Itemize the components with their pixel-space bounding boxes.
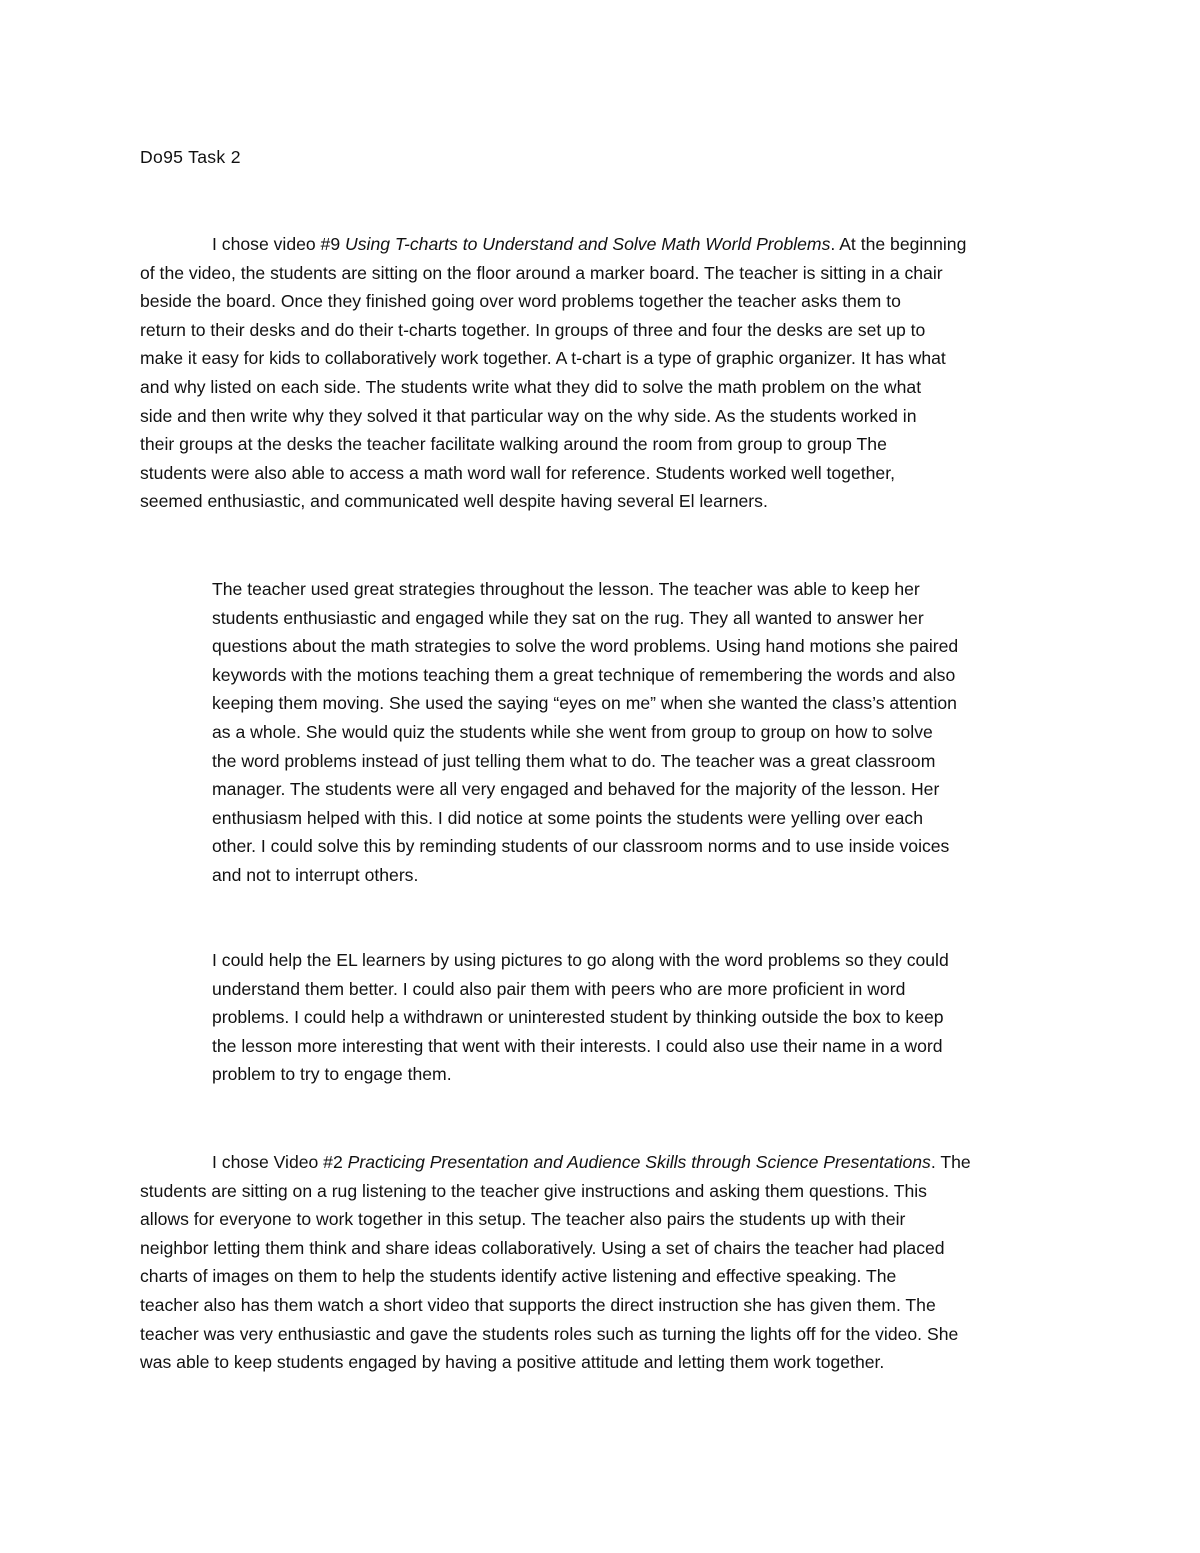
- paragraph-video-2-description: [140, 1148, 971, 1377]
- paragraph-line: understand them better. I could also pair them with peers who are more proficient in word: [212, 978, 906, 999]
- paragraph-line: The teacher used great strategies throughout the lesson. The teacher was able to keep her: [212, 579, 920, 599]
- paragraph-line: and why listed on each side. The students write what they did to solve the math problem on the what: [140, 376, 922, 397]
- paragraph-line: manager. The students were all very engaged and behaved for the majority of the lesson. Her: [212, 779, 940, 800]
- paragraph-line: of the video, the students are sitting on the floor around a marker board. The teacher is sitting in a chair: [140, 262, 943, 283]
- paragraph-line: I could help the EL learners by using pictures to go along with the word problems so they could: [212, 950, 949, 970]
- text-run: . At the beginning: [830, 234, 967, 254]
- video-title-italic: Practicing Presentation and Audience Skills through Science Presentations: [347, 1152, 931, 1172]
- paragraph-line: as a whole. She would quiz the students while she went from group to group on how to solve: [212, 721, 933, 742]
- paragraph-line: beside the board. Once they finished going over word problems together the teacher asks them to: [140, 291, 901, 312]
- paragraph-line: keywords with the motions teaching them a great technique of remembering the words and also: [212, 664, 956, 685]
- paragraph-line: side and then write why they solved it that particular way on the why side. As the students worked in: [140, 405, 917, 426]
- paragraph-line: students enthusiastic and engaged while they sat on the rug. They all wanted to answer her: [212, 607, 924, 628]
- paragraph-line: [140, 1148, 971, 1177]
- paragraph-line: make it easy for kids to collaboratively work together. A t-chart is a type of graphic organizer. It has what: [140, 348, 946, 369]
- paragraph-line: the word problems instead of just telling them what to do. The teacher was a great classroom: [212, 750, 936, 771]
- paragraph-line: enthusiasm helped with this. I did notice at some points the students were yelling over each: [212, 807, 923, 828]
- document-title: Do95 Task 2: [140, 147, 241, 167]
- paragraph-line: students are sitting on a rug listening to the teacher give instructions and asking them questions. This: [140, 1180, 927, 1201]
- paragraph-line: problems. I could help a withdrawn or uninterested student by thinking outside the box to keep: [212, 1007, 944, 1028]
- paragraph-line: neighbor letting them think and share ideas collaboratively. Using a set of chairs the teacher had placed: [140, 1237, 945, 1258]
- paragraph-line: students were also able to access a math word wall for reference. Students worked well together,: [140, 462, 895, 483]
- video-title-italic: Using T-charts to Understand and Solve Math World Problems: [345, 234, 831, 254]
- paragraph-line: questions about the math strategies to solve the word problems. Using hand motions she paired: [212, 636, 959, 657]
- paragraph-line: teacher was very enthusiastic and gave the students roles such as turning the lights off for the video. She: [140, 1323, 959, 1344]
- paragraph-line: other. I could solve this by reminding students of our classroom norms and to use inside voices: [212, 836, 950, 857]
- paragraph-line: teacher also has them watch a short video that supports the direct instruction she has given them. The: [140, 1294, 936, 1315]
- paragraph-line: keeping them moving. She used the saying “eyes on me” when she wanted the class’s attention: [212, 693, 957, 714]
- paragraph-line: charts of images on them to help the students identify active listening and effective speaking. The: [140, 1266, 897, 1287]
- paragraph-line: [140, 230, 966, 259]
- paragraph-line: return to their desks and do their t-charts together. In groups of three and four the desks are set up to: [140, 319, 926, 340]
- paragraph-line: seemed enthusiastic, and communicated well despite having several El learners.: [140, 491, 768, 512]
- text-run: . The: [930, 1152, 971, 1172]
- paragraph-line: and not to interrupt others.: [212, 864, 419, 885]
- paragraph-line: their groups at the desks the teacher facilitate walking around the room from group to group The: [140, 434, 887, 455]
- text-run: I chose Video #2: [212, 1152, 348, 1172]
- text-run: I chose video #9: [212, 234, 346, 254]
- paragraph-line: the lesson more interesting that went with their interests. I could also use their name in a word: [212, 1035, 943, 1056]
- paragraph-video-9-description: [140, 230, 966, 516]
- paragraph-teacher-strategies: [212, 575, 958, 890]
- paragraph-el-learners: [212, 946, 949, 1089]
- paragraph-line: allows for everyone to work together in this setup. The teacher also pairs the students up with their: [140, 1209, 906, 1230]
- paragraph-line: was able to keep students engaged by having a positive attitude and letting them work together.: [140, 1352, 885, 1373]
- paragraph-line: problem to try to engage them.: [212, 1064, 452, 1085]
